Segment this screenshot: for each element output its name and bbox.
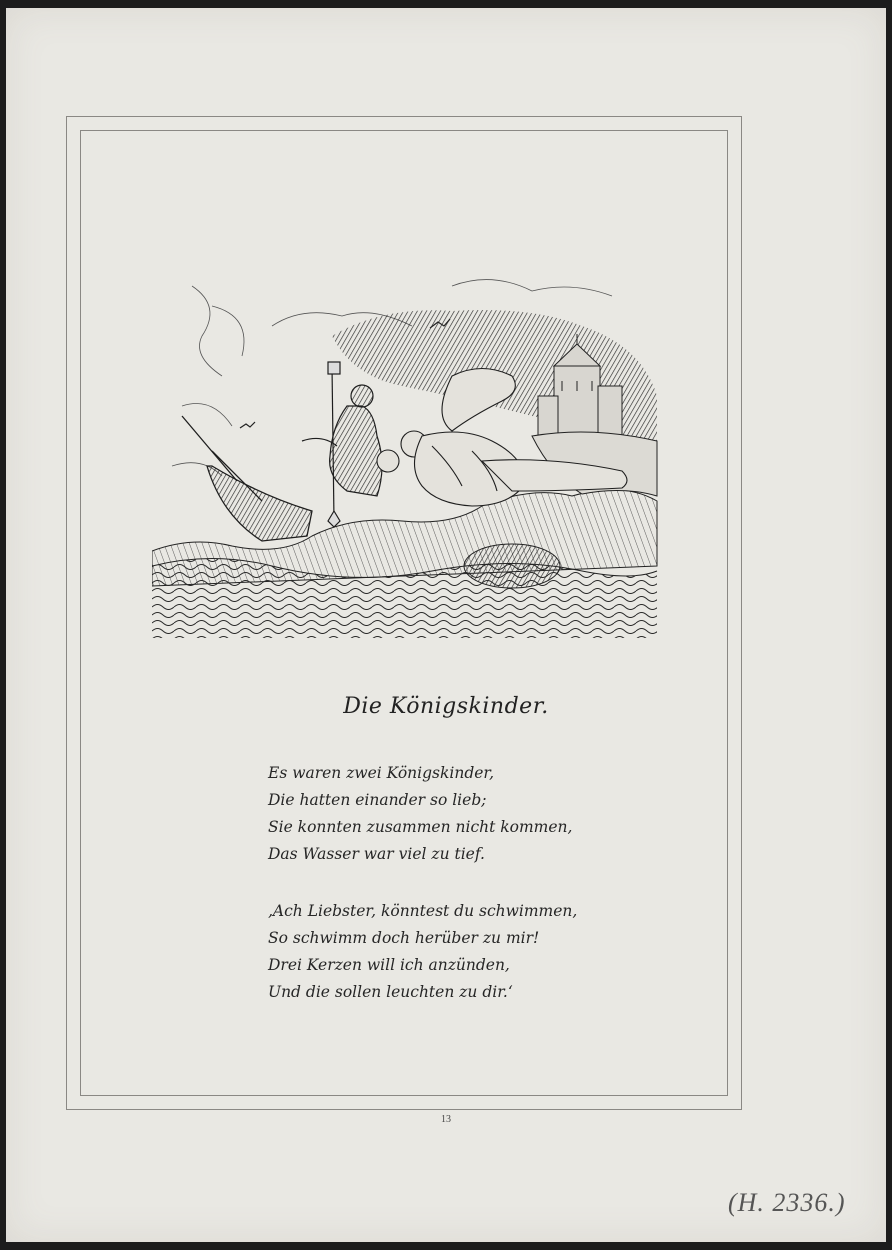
engraving-illustration xyxy=(152,266,664,638)
poem-line: Drei Kerzen will ich anzünden, xyxy=(268,956,510,974)
poem-line: Es waren zwei Königskinder, xyxy=(268,764,495,782)
handwritten-shelfmark: (H. 2336.) xyxy=(728,1188,846,1217)
poem-line: ‚Ach Liebster, könntest du schwimmen, xyxy=(268,902,578,920)
poem-line: Und die sollen leuchten zu dir.‘ xyxy=(268,983,513,1001)
poem-stanza-1 xyxy=(268,760,688,868)
poem-line: So schwimm doch herüber zu mir! xyxy=(268,929,540,947)
book-page xyxy=(6,8,886,1242)
boat-icon xyxy=(182,416,312,541)
ferryman-figure-icon xyxy=(302,362,382,527)
page-number: 13 xyxy=(441,1114,451,1125)
poem-line: Sie konnten zusammen nicht kommen, xyxy=(268,818,573,836)
poem-title: Die Königskinder. xyxy=(343,694,549,719)
poem-stanza-2 xyxy=(268,898,688,1006)
poem-line: Das Wasser war viel zu tief. xyxy=(268,845,485,863)
poem-line: Die hatten einander so lieb; xyxy=(268,791,487,809)
